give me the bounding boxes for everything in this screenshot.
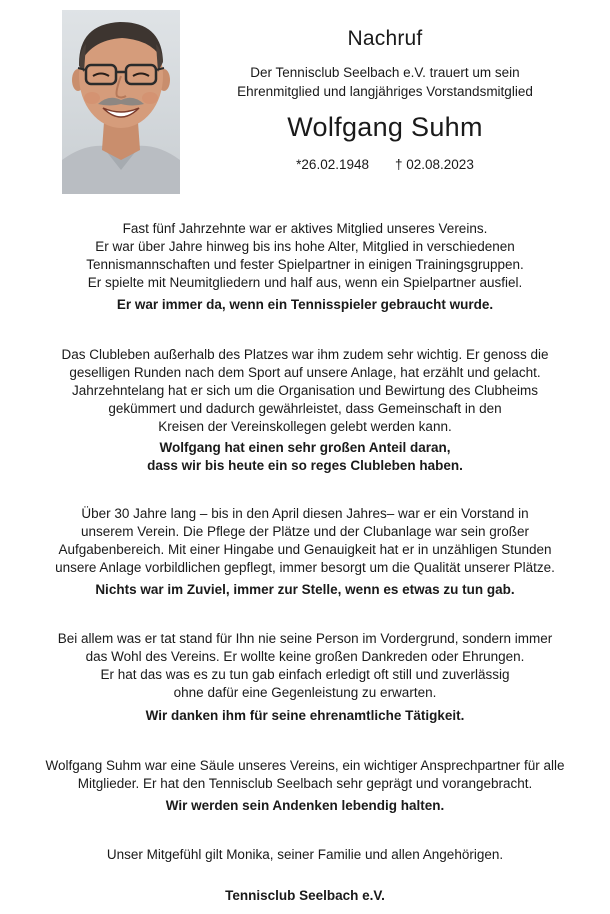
- text-line: Über 30 Jahre lang – bis in den April diesen Jahres– war er ein Vorstand in: [81, 506, 529, 521]
- text-line: Bei allem was er tat stand für Ihn nie seine Person im Vordergrund, sondern immer: [57, 631, 553, 646]
- text-line: Er war über Jahre hinweg bis ins hohe Alter, Mitglied in verschiedenen: [95, 239, 515, 254]
- text-line: Fast fünf Jahrzehnte war er aktives Mitglied unseres Vereins.: [122, 221, 488, 236]
- text-line: Kreisen der Vereinskollegen gelebt werden kann.: [158, 419, 452, 434]
- highlight: [0, 797, 610, 815]
- deceased-name: Wolfgang Suhm: [287, 112, 483, 142]
- birth-date: *26.02.1948: [296, 157, 369, 172]
- text-line: gekümmert und dadurch gewährleistet, dass Gemeinschaft in den: [108, 401, 502, 416]
- highlight: [0, 296, 610, 314]
- text-line: Jahrzehntelang hat er sich um die Organisation und Bewirtung des Clubheims: [71, 383, 538, 398]
- death-date: † 02.08.2023: [395, 157, 474, 172]
- paragraph: [0, 505, 610, 577]
- text-line: Tennismannschaften und fester Spielpartner in einigen Trainingsgruppen.: [86, 257, 524, 272]
- highlight-line: Wir werden sein Andenken lebendig halten.: [165, 798, 445, 813]
- life-dates: [190, 157, 580, 172]
- highlight: [0, 581, 610, 599]
- text-line: Wolfgang Suhm war eine Säule unseres Vereins, ein wichtiger Ansprechpartner für alle: [45, 758, 565, 773]
- text-line: Er hat das was es zu tun gab einfach erledigt oft still und zuverlässig: [100, 667, 510, 682]
- text-line: Aufgabenbereich. Mit einer Hingabe und Genauigkeit hat er in unzähligen Stunden: [58, 542, 552, 557]
- text-line: Er spielte mit Neumitgliedern und half aus, wenn ein Spielpartner ausfiel.: [87, 275, 523, 290]
- portrait-photo: [62, 10, 180, 194]
- paragraph: [0, 630, 610, 702]
- highlight: [0, 707, 610, 725]
- text-line: Das Clubleben außerhalb des Platzes war ihm zudem sehr wichtig. Er genoss die: [61, 347, 549, 362]
- highlight-line: Er war immer da, wenn ein Tennisspieler gebraucht wurde.: [116, 297, 494, 312]
- page-title: Nachruf: [347, 27, 423, 50]
- text-line: ohne dafür eine Gegenleistung zu erwarten.: [173, 685, 437, 700]
- signature: Tennisclub Seelbach e.V.: [225, 888, 385, 903]
- paragraph: [0, 346, 610, 436]
- highlight-line: dass wir bis heute ein so reges Clubleben haben.: [147, 458, 463, 473]
- paragraph: [0, 220, 610, 292]
- condolence-text: Unser Mitgefühl gilt Monika, seiner Familie und allen Angehörigen.: [106, 847, 504, 862]
- text-line: unsere Anlage vorbildlichen gepflegt, immer besorgt um die Qualität unserer Plätze.: [55, 560, 555, 575]
- highlight-line: Wir danken ihm für seine ehrenamtliche Tätigkeit.: [145, 708, 465, 723]
- text-line: Mitglieder. Er hat den Tennisclub Seelbach sehr geprägt und vorangebracht.: [77, 776, 533, 791]
- intro-line: Ehrenmitglied und langjähriges Vorstandsmitglied: [237, 84, 533, 99]
- highlight-line: Wolfgang hat einen sehr großen Anteil daran,: [159, 440, 451, 455]
- highlight: [0, 439, 610, 475]
- intro-line: Der Tennisclub Seelbach e.V. trauert um sein: [250, 65, 520, 80]
- text-line: das Wohl des Vereins. Er wollte keine großen Dankreden oder Ehrungen.: [85, 649, 525, 664]
- intro-text: [190, 63, 580, 101]
- paragraph: [0, 757, 610, 793]
- highlight-line: Nichts war im Zuviel, immer zur Stelle, wenn es etwas zu tun gab.: [95, 582, 515, 597]
- text-line: unserem Verein. Die Pflege der Plätze und der Clubanlage war sein großer: [81, 524, 529, 539]
- text-line: geselligen Runden nach dem Sport auf unsere Anlage, hat erzählt und gelacht.: [69, 365, 541, 380]
